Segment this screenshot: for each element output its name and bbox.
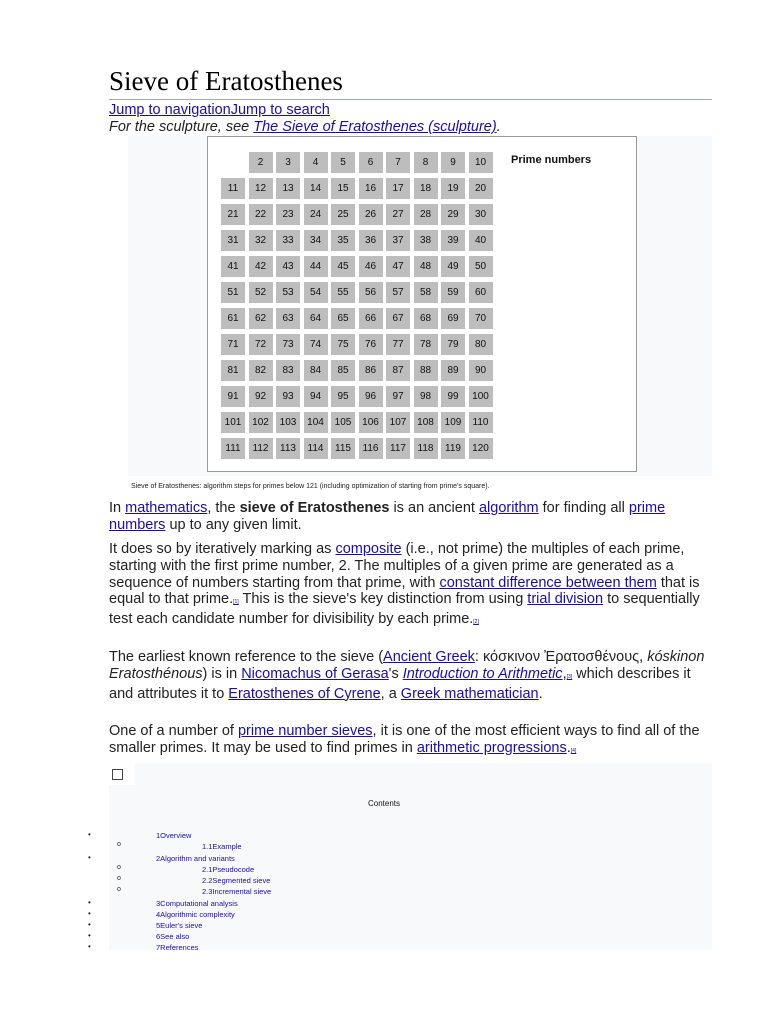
grid-cell: 90 [469,360,493,381]
grid-cell: 102 [249,412,273,433]
toc-item[interactable]: 2.2Segmented sieve [202,876,271,885]
grid-cell: 32 [249,230,273,251]
grid-cell: 21 [221,204,245,225]
grid-cell: 115 [331,438,355,459]
composite-link[interactable]: composite [335,541,402,557]
jump-links [109,102,330,118]
toc-toggle-checkbox[interactable] [112,769,123,780]
grid-cell: 118 [414,438,438,459]
grid-cell: 87 [386,360,410,381]
grid-cell: 50 [469,256,493,277]
trial-division-link[interactable]: trial division [527,591,604,608]
toc-item[interactable]: 2Algorithm and variants [156,854,235,863]
grid-cell: 94 [304,386,328,407]
grid-cell: 66 [359,308,383,329]
toc-item[interactable]: 4Algorithmic complexity [156,910,235,919]
grid-cell: 60 [469,282,493,303]
grid-cell: 45 [331,256,355,277]
prime-number-sieves-link[interactable]: prime number sieves [237,723,373,739]
grid-cell: 110 [469,412,493,433]
grid-cell: 28 [414,204,438,225]
grid-cell: 99 [441,386,465,407]
ancient-greek-link[interactable]: Ancient Greek [383,649,475,665]
grid-cell: 40 [469,230,493,251]
intro-paragraph-2: It does so by iteratively marking as composite (i.e., not prime) the multiples of each prime, starting with the first prime number, 2. The multiples of a given prime are generated as a sequence of numbers starting from that prime, with constant difference between them that is equal to that prime.[1] This is the sieve's key distinction from using trial division to sequentially test each candidate number for divisibility by each prime.[2] [109,541,700,628]
grid-cell: 69 [441,308,465,329]
grid-cell: 3 [276,152,300,173]
grid-cell: 103 [276,412,300,433]
toc-bullet: o [117,841,121,848]
grid-cell: 81 [221,360,245,381]
prime-grid-figure[interactable] [207,136,637,472]
grid-cell: 104 [304,412,328,433]
grid-cell: 96 [359,386,383,407]
grid-cell: 85 [331,360,355,381]
grid-cell: 106 [359,412,383,433]
toc-title: Contents [367,799,401,808]
grid-cell: 17 [386,178,410,199]
toc-item[interactable]: 2.1Pseudocode [202,865,255,874]
toc-bullet: • [88,898,91,907]
toc-item[interactable]: 2.3Incremental sieve [202,887,272,896]
grid-cell: 10 [469,152,493,173]
grid-cell: 95 [331,386,355,407]
grid-cell: 93 [276,386,300,407]
grid-cell: 27 [386,204,410,225]
grid-cell: 52 [249,282,273,303]
grid-cell: 42 [249,256,273,277]
grid-cell: 116 [359,438,383,459]
greek-mathematician-link[interactable]: Greek mathematician [400,685,539,702]
grid-cell: 24 [304,204,328,225]
grid-cell: 105 [331,412,355,433]
toc-bullet: • [88,931,91,940]
grid-cell: 64 [304,308,328,329]
reference-1[interactable]: [1] [233,599,239,606]
toc-item[interactable]: 3Computational analysis [156,899,238,908]
grid-cell: 113 [276,438,300,459]
toc-item[interactable]: 6See also [156,932,190,941]
grid-cell: 35 [331,230,355,251]
grid-cell: 75 [331,334,355,355]
grid-cell: 14 [304,178,328,199]
hatnote: For the sculpture, see The Sieve of Eratosthenes (sculpture). [109,119,501,135]
grid-cell: 55 [331,282,355,303]
grid-cell: 51 [221,282,245,303]
grid-cell: 86 [359,360,383,381]
grid-cell: 111 [221,438,245,459]
grid-cell: 46 [359,256,383,277]
grid-cell: 76 [359,334,383,355]
grid-cell: 79 [441,334,465,355]
grid-cell: 88 [414,360,438,381]
toc-bullet: • [88,909,91,918]
grid-cell: 19 [441,178,465,199]
grid-cell: 9 [441,152,465,173]
grid-cell: 91 [221,386,245,407]
grid-cell: 36 [359,230,383,251]
grid-cell: 39 [441,230,465,251]
eratosthenes-of-cyrene-link[interactable]: Eratosthenes of Cyrene [228,685,381,702]
intro-paragraph-1: In mathematics, the sieve of Eratosthenes is an ancient algorithm for finding all prime numbers up to any given limit. [109,500,666,533]
grid-cell: 97 [386,386,410,407]
toc-bullet: • [88,942,91,951]
grid-cell: 26 [359,204,383,225]
grid-cell: 82 [249,360,273,381]
toc-bullet: o [117,875,121,882]
figure-legend: Prime numbers [511,154,592,166]
toc-bullet: • [88,920,91,929]
grid-cell: 72 [249,334,273,355]
grid-cell: 38 [414,230,438,251]
grid-cell: 49 [441,256,465,277]
grid-cell: 119 [441,438,465,459]
grid-cell: 70 [469,308,493,329]
grid-cell: 58 [414,282,438,303]
reference-3[interactable]: [3] [566,673,573,680]
grid-cell: 22 [249,204,273,225]
constant-difference-link[interactable]: constant difference between them [439,574,657,591]
jump-to-search-link[interactable]: Jump to search [230,102,330,118]
grid-cell: 23 [276,204,300,225]
jump-to-navigation-link[interactable]: Jump to navigation [109,102,231,118]
grid-cell: 74 [304,334,328,355]
grid-cell: 80 [469,334,493,355]
grid-cell: 78 [414,334,438,355]
grid-cell: 109 [441,412,465,433]
introduction-to-arithmetic-link[interactable]: Introduction to Arithmetic [402,665,563,682]
grid-cell: 20 [469,178,493,199]
grid-cell: 63 [276,308,300,329]
grid-cell: 25 [331,204,355,225]
grid-cell: 59 [441,282,465,303]
mathematics-link[interactable]: mathematics [125,500,208,516]
toc-bullet: • [88,830,91,839]
grid-cell: 65 [331,308,355,329]
grid-cell: 83 [276,360,300,381]
prime-numbers-link[interactable]: prime numbers [109,500,666,533]
grid-cell: 31 [221,230,245,251]
grid-cell: 4 [304,152,328,173]
toc-item[interactable]: 1Overview [156,831,192,840]
grid-cell: 16 [359,178,383,199]
grid-cell: 18 [414,178,438,199]
title-divider [109,99,712,100]
grid-cell: 120 [469,438,493,459]
grid-cell: 37 [386,230,410,251]
toc-item[interactable]: 1.1Example [202,842,242,851]
grid-cell: 43 [276,256,300,277]
toc-item[interactable]: 7References [156,943,199,952]
grid-cell: 12 [249,178,273,199]
grid-cell: 114 [304,438,328,459]
grid-cell: 6 [359,152,383,173]
intro-paragraph-3: The earliest known reference to the sieve (Ancient Greek: κόσκινον Ἐρατοσθένους, kóskinon Eratosthénous) is in Nicomachus of Gerasa's Introduction to Arithmetic,[3] which describes it and attributes it to Eratosthenes of Cyrene, a Greek mathematician. [109,649,705,702]
grid-cell: 98 [414,386,438,407]
reference-4[interactable]: [4] [570,747,577,754]
grid-cell: 71 [221,334,245,355]
toc-item[interactable]: 5Euler's sieve [156,921,203,930]
grid-cell: 8 [414,152,438,173]
grid-cell: 77 [386,334,410,355]
grid-cell: 34 [304,230,328,251]
grid-cell: 89 [441,360,465,381]
grid-cell: 5 [331,152,355,173]
toc-bullet: o [117,864,121,871]
sculpture-link[interactable]: The Sieve of Eratosthenes (sculpture) [253,119,497,135]
grid-cell: 68 [414,308,438,329]
grid-cell: 48 [414,256,438,277]
grid-cell: 73 [276,334,300,355]
grid-cell: 84 [304,360,328,381]
algorithm-link[interactable]: algorithm [478,500,539,516]
grid-cell: 107 [386,412,410,433]
grid-cell: 101 [221,412,245,433]
toc-bullet: o [117,886,121,893]
grid-cell: 108 [414,412,438,433]
grid-cell: 2 [249,152,273,173]
grid-cell: 54 [304,282,328,303]
page-title: Sieve of Eratosthenes [109,66,343,96]
grid-cell: 30 [469,204,493,225]
grid-cell: 7 [386,152,410,173]
grid-cell: 112 [249,438,273,459]
grid-cell: 67 [386,308,410,329]
grid-cell: 117 [386,438,410,459]
grid-cell: 100 [469,386,493,407]
grid-cell: 56 [359,282,383,303]
grid-cell: 53 [276,282,300,303]
grid-cell: 57 [386,282,410,303]
grid-cell: 47 [386,256,410,277]
intro-paragraph-4: One of a number of prime number sieves, it is one of the most efficient ways to find all of the smaller primes. It may be used to find primes in arithmetic progressions.[4] [109,723,700,756]
grid-cell: 11 [221,178,245,199]
grid-cell: 44 [304,256,328,277]
arithmetic-progressions-link[interactable]: arithmetic progressions [416,739,567,756]
grid-cell: 13 [276,178,300,199]
grid-cell: 15 [331,178,355,199]
figure-caption: Sieve of Eratosthenes: algorithm steps for primes below 121 (including optimization of starting from prime's square). [131,483,490,490]
grid-cell: 29 [441,204,465,225]
grid-cell: 61 [221,308,245,329]
grid-cell: 92 [249,386,273,407]
grid-cell: 62 [249,308,273,329]
grid-cell: 33 [276,230,300,251]
toc-bullet: • [88,853,91,862]
nicomachus-link[interactable]: Nicomachus of Gerasa [241,665,389,682]
grid-cell: 41 [221,256,245,277]
reference-2[interactable]: [2] [473,619,479,626]
